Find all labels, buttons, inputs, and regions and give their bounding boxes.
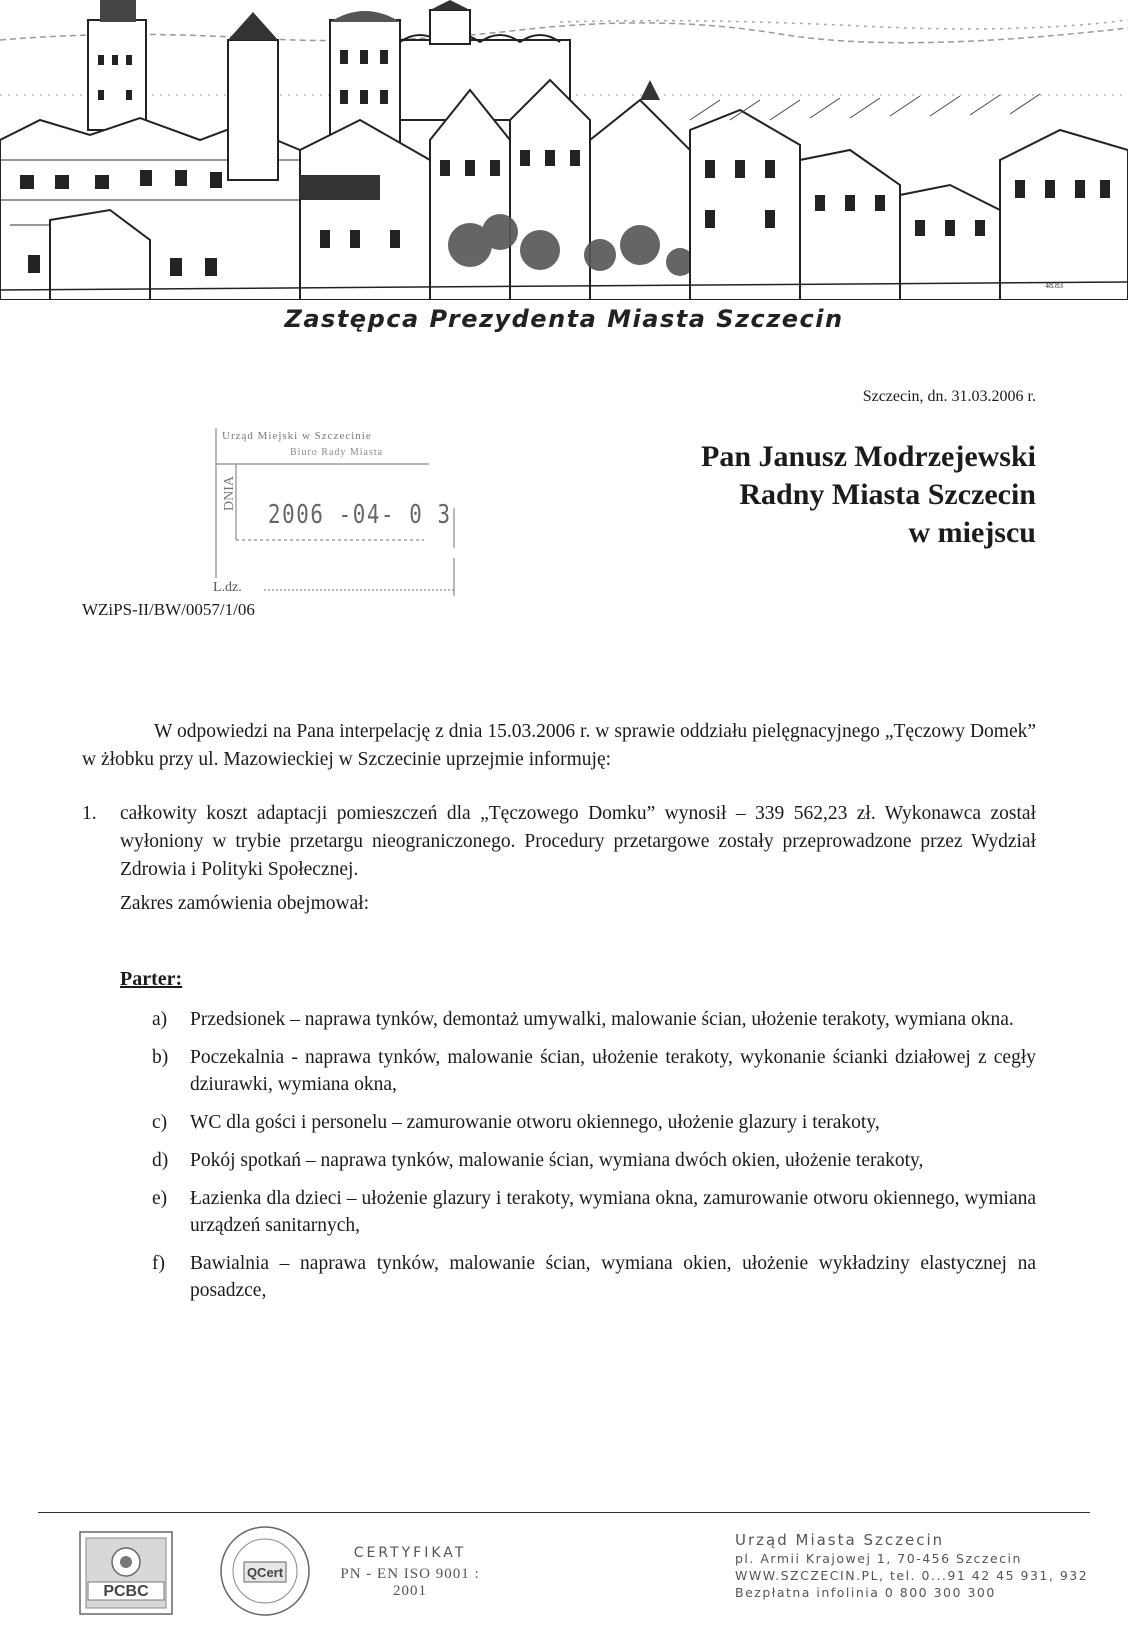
list-item-text: Pokój spotkań – naprawa tynków, malowanie ścian, wymiana dwóch okien, ułożenie terakoty, — [190, 1150, 924, 1171]
stamp-ldz: L.dz. — [213, 580, 242, 595]
recipient-title: Radny Miasta Szczecin — [739, 478, 1036, 511]
list-item — [152, 1250, 1036, 1304]
list-item-text: WC dla gości i personelu – zamurowanie otworu okiennego, ułożenie glazury i terakoty, — [190, 1112, 880, 1133]
list-item-text: Przedsionek – naprawa tynków, demontaż umywalki, malowanie ścian, ułożenie terakoty, wymiana okna. — [190, 1009, 1014, 1030]
qcert-logo-text: QCert — [246, 1565, 284, 1580]
point-1-text: całkowity koszt adaptacji pomieszczeń dla „Tęczowego Domku” wynosił – 339 562,23 zł. Wykonawca został wyłoniony w trybie przetargu nieograniczonego. Procedury przetargowe zostały przeprowadzone przez Wydział Zdrowia i Polityki Społecznej. — [120, 803, 1036, 880]
intro-paragraph: W odpowiedzi na Pana interpelację z dnia 15.03.2006 r. w sprawie oddziału pielęgnacyjnego „Tęczowy Domek” w żłobku przy ul. Mazowieckiej w Szczecinie uprzejmie informuję: — [82, 721, 1036, 770]
list-item — [152, 1147, 1036, 1174]
footer-divider — [38, 1512, 1090, 1513]
qcert-logo — [218, 1524, 312, 1618]
stamp-office: Urząd Miejski w Szczecinie — [222, 430, 372, 442]
contact-address: pl. Armii Krajowej 1, 70-456 Szczecin — [735, 1551, 1022, 1566]
svg-text:48.83: 48.83 — [1045, 281, 1063, 290]
list-item-letter: b) — [152, 1047, 169, 1068]
list-item-letter: f) — [152, 1253, 165, 1274]
list-item — [152, 1044, 1036, 1098]
contact-name: Urząd Miasta Szczecin — [735, 1531, 945, 1549]
list-item — [152, 1185, 1036, 1239]
certificate-norm: PN - EN ISO 9001 : 2001 — [340, 1566, 480, 1599]
reference-number: WZiPS-II/BW/0057/1/06 — [82, 600, 255, 619]
recipient-location: w miejscu — [908, 516, 1036, 549]
recipient-name: Pan Janusz Modrzejewski — [701, 440, 1036, 473]
contact-block — [735, 1530, 1088, 1601]
pcbc-logo-text: PCBC — [103, 1583, 149, 1600]
list-item-text: Bawialnia – naprawa tynków, malowanie ścian, wymiana okien, ułożenie wykładziny elastycznej na posadzce, — [190, 1253, 1036, 1301]
section-title: Parter: — [120, 968, 183, 990]
office-title: Zastępca Prezydenta Miasta Szczecin — [284, 305, 844, 333]
list-item-letter: e) — [152, 1188, 168, 1209]
scope-list — [152, 1006, 1036, 1315]
letter-date: Szczecin, dn. 31.03.2006 r. — [862, 388, 1036, 405]
contact-web-phone: WWW.SZCZECIN.PL, tel. 0...91 42 45 931, 932 — [735, 1568, 1089, 1583]
list-item-letter: d) — [152, 1150, 169, 1171]
list-item-text: Łazienka dla dzieci – ułożenie glazury i terakoty, wymiana okna, zamurowanie otworu okiennego, wymiana urządzeń sanitarnych, — [190, 1188, 1036, 1236]
stamp-received-date: 2006 -04- 0 3 — [268, 500, 452, 530]
list-item-letter: c) — [152, 1112, 168, 1133]
pcbc-logo — [78, 1530, 174, 1616]
list-item — [152, 1006, 1036, 1033]
list-item-text: Poczekalnia - naprawa tynków, malowanie ścian, ułożenie terakoty, wykonanie ścianki działowej z cegły dziurawki, wymiana okna, — [190, 1047, 1036, 1095]
stamp-office-sub: Biuro Rady Miasta — [290, 447, 384, 458]
point-1-number: 1. — [82, 803, 97, 824]
certificate-title: CERTYFIKAT — [353, 1545, 467, 1561]
contact-hotline: Bezpłatna infolinia 0 800 300 300 — [735, 1585, 996, 1600]
city-skyline-banner — [0, 0, 1128, 300]
scope-intro: Zakres zamówienia obejmował: — [120, 893, 370, 914]
stamp-label: DNIA — [222, 476, 237, 511]
list-item-letter: a) — [152, 1009, 168, 1030]
list-item — [152, 1109, 1036, 1136]
recipient-block — [701, 438, 1036, 552]
